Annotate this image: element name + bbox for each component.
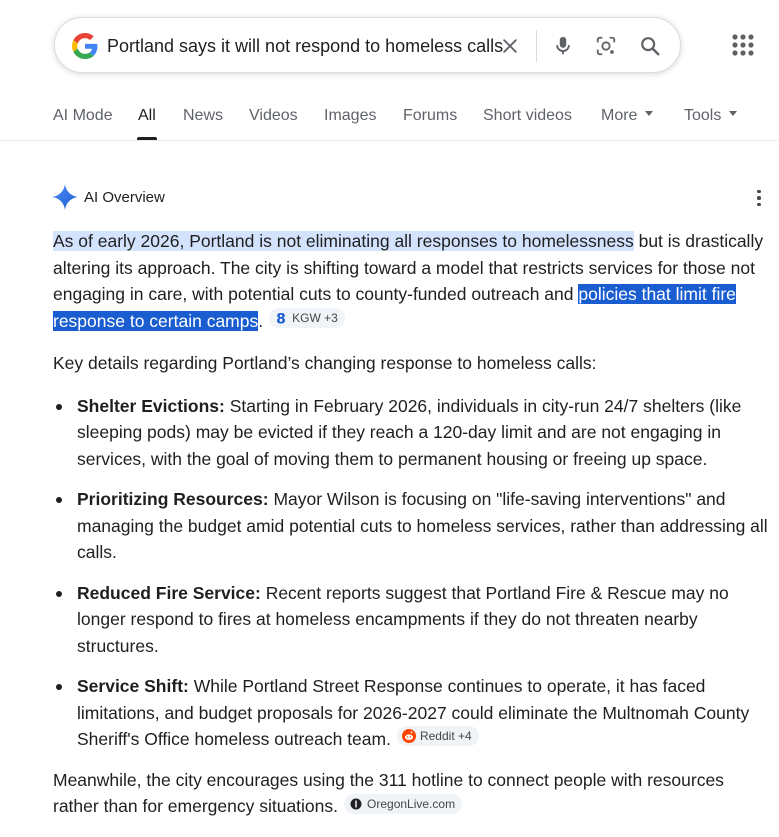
bullet-heading: Shelter Evictions: xyxy=(77,395,225,416)
search-tabs xyxy=(0,100,779,141)
active-tab-indicator xyxy=(137,137,157,140)
source-chip-count: +3 xyxy=(324,310,338,325)
key-details-list xyxy=(53,393,773,753)
mic-icon[interactable] xyxy=(551,34,575,58)
bullet-text: While Portland Street Response continues to operate, it has faced limitations, and budget proposals for 2026-2027 could eliminate the Multnomah County Sheriff's Office homeless outreach team. xyxy=(77,676,750,749)
bullet-text: Mayor Wilson is focusing on "life-saving interventions" and managing the budget amid potential cuts to homeless services, rather than addressing all calls. xyxy=(77,489,768,562)
source-chip-label: Reddit xyxy=(419,729,455,743)
intro-highlight-selected[interactable]: policies that limit fire response to certain camps xyxy=(53,284,736,331)
more-options-icon[interactable] xyxy=(752,188,766,208)
search-input[interactable] xyxy=(107,34,539,58)
list-item xyxy=(53,486,773,566)
tab-all[interactable]: All xyxy=(138,107,156,124)
reddit-icon xyxy=(402,729,416,743)
camera-lens-icon[interactable] xyxy=(594,34,618,58)
intro-text: but is drastically altering its approach. The city is shifting toward a model that restricts services for those not engaging in care, with potential cuts to county-funded outreach and xyxy=(53,231,764,304)
bullet-text: Starting in February 2026, individuals in city-run 24/7 shelters (like sleeping pods) may be evicted if they reach a 120-day limit and are not engaging in services, with the goal of moving them to permanent housing or freeing up space. xyxy=(77,395,742,469)
source-chip-label: KGW xyxy=(292,310,321,325)
search-divider xyxy=(536,30,537,62)
oregonlive-logo-icon xyxy=(349,797,363,811)
close-icon[interactable] xyxy=(498,34,522,58)
source-chip-oregonlive[interactable] xyxy=(344,794,462,814)
source-chip-reddit[interactable] xyxy=(397,726,479,746)
bullet-heading: Prioritizing Resources: xyxy=(77,489,269,509)
source-chip-label: OregonLive.com xyxy=(367,797,456,811)
source-chip-kgw[interactable] xyxy=(269,308,345,328)
tab-news[interactable]: News xyxy=(183,107,224,124)
chevron-down-icon xyxy=(729,111,737,116)
tab-tools-label: Tools xyxy=(684,107,722,124)
chevron-down-icon xyxy=(645,111,653,116)
ai-overview-title: AI Overview xyxy=(84,188,165,206)
list-item xyxy=(53,393,773,473)
lead-text: Key details regarding Portland’s changing response to homeless calls: xyxy=(53,353,597,373)
svg-text:8: 8 xyxy=(276,311,286,325)
search-icon[interactable] xyxy=(638,34,662,58)
tab-more-label: More xyxy=(601,107,638,124)
list-item xyxy=(53,673,773,753)
intro-highlight[interactable]: As of early 2026, Portland is not eliminating all responses to homelessness xyxy=(53,231,634,251)
tab-images[interactable]: Images xyxy=(324,107,377,124)
closing-paragraph xyxy=(53,767,773,820)
apps-grid-icon[interactable] xyxy=(732,34,754,56)
gemini-sparkle-icon xyxy=(52,184,78,210)
tab-videos[interactable]: Videos xyxy=(249,107,298,124)
ai-overview-content xyxy=(53,228,773,820)
bullet-text: Recent reports suggest that Portland Fire & Rescue may no longer respond to fires at homeless encampments if they do not threaten nearby structures. xyxy=(77,582,729,656)
closing-text: Meanwhile, the city encourages using the 311 hotline to connect people with resources rather than for emergency situations. xyxy=(53,769,724,816)
list-item xyxy=(53,580,773,660)
tab-forums[interactable]: Forums xyxy=(403,107,458,124)
tab-ai-mode[interactable]: AI Mode xyxy=(53,107,113,124)
search-bar[interactable] xyxy=(54,17,681,73)
google-g-logo xyxy=(72,33,98,59)
kgw-8-logo-icon xyxy=(274,311,288,325)
bullet-heading: Service Shift: xyxy=(77,676,189,696)
tab-tools[interactable] xyxy=(684,107,737,125)
bullet-heading: Reduced Fire Service: xyxy=(77,582,261,603)
intro-text-end: . xyxy=(258,310,264,331)
tab-more[interactable] xyxy=(601,107,653,125)
ai-overview-header xyxy=(52,183,165,211)
tab-short-videos[interactable]: Short videos xyxy=(483,107,572,124)
source-chip-count: +4 xyxy=(458,729,472,743)
intro-paragraph xyxy=(53,228,773,334)
